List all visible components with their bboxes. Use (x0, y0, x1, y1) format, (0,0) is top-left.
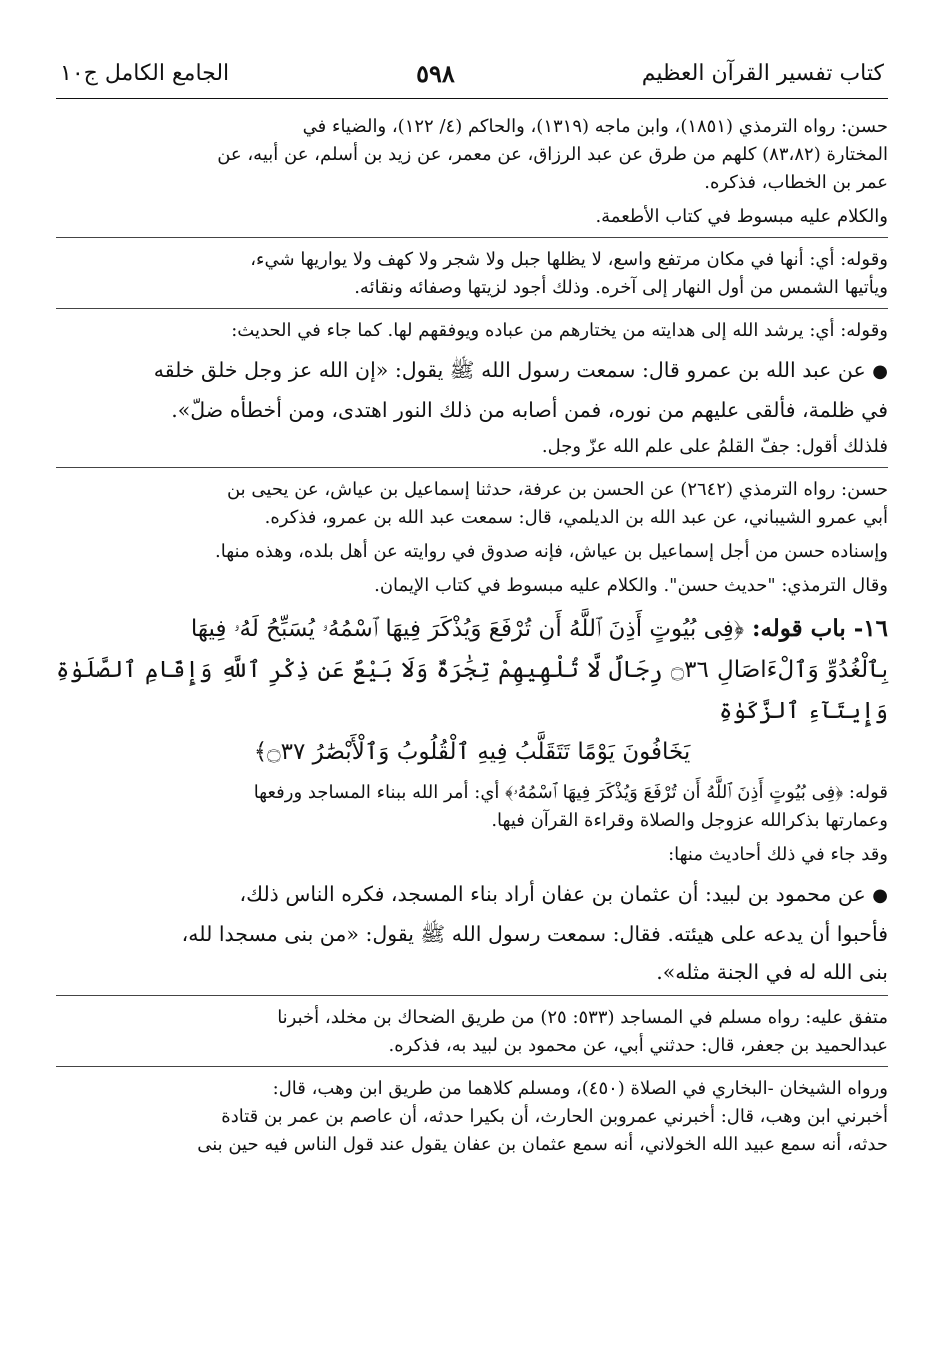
bullet-icon: ● (872, 361, 888, 382)
text-line: وقال الترمذي: "حديث حسن". والكلام عليه مبسوط في كتاب الإيمان. (374, 575, 888, 596)
hadith-text: عن عبد الله بن عمرو قال: سمعت رسول الله ﷺ يقول: «إن الله عز وجل خلق خلقه (153, 358, 866, 382)
text-line: أخبرني ابن وهب، قال: أخبرني عمروبن الحارث، أن بكيرا حدثه، أن عاصم بن عمر بن قتادة (221, 1106, 888, 1127)
quran-verse: ﴿فِى بُيُوتٍ أَذِنَ ٱللَّهُ أَن تُرْفَعَ وَيُذْكَرَ فِيهَا ٱسْمُهُۥ يُسَبِّحُ لَهُۥ فِيهَا (190, 616, 744, 642)
text-line: ويأتيها الشمس من أول النهار إلى آخره. وذلك أجود لزيتها وصفائه ونقائه. (354, 277, 888, 298)
text-line: حدثه، أنه سمع عبيد الله الخولاني، أنه سمع عثمان بن عفان يقول عند قول الناس فيه حين بنى (197, 1134, 888, 1155)
text-line: فأحبوا أن يدعه على هيئته. فقال: سمعت رسول الله ﷺ يقول: «من بنى مسجدا لله، (181, 922, 888, 946)
tafsir-paragraph (56, 841, 888, 869)
takhrij-paragraph (56, 476, 888, 532)
text-line: فلذلك أقول: جفّ القلمُ على علم الله عزّ وجل. (541, 436, 888, 457)
divider (56, 308, 888, 309)
book-title: كتاب تفسير القرآن العظيم (641, 61, 884, 86)
text-line (56, 608, 888, 650)
takhrij-paragraph (56, 113, 888, 197)
text-line: قوله: ﴿فِى بُيُوتٍ أَذِنَ ٱللَّهُ أَن تُرْفَعَ وَيُذْكَرَ فِيهَا ٱسْمُهُۥ﴾ أي: أمر الله ببناء المساجد ورفعها (253, 782, 888, 803)
volume-label: الجامع الكامل ج١٠ (60, 61, 230, 86)
text-line: ورواه الشيخان -البخاري في الصلاة (٤٥٠)، ومسلم كلاهما من طريق ابن وهب، قال: (272, 1078, 888, 1099)
quran-verse: بِٱلْغُدُوِّ وَٱلْءَاصَالِ ۝٣٦ رِجَالٌ لَّا تُلْهِيهِمْ تِجَٰرَةٌ وَلَا بَيْعٌ عَن ذِكْرِ ٱللَّهِ وَإِقَامِ ٱلصَّلَوٰةِ وَإِيتَآءِ ٱلزَّكَوٰةِ (56, 657, 889, 724)
hadith-block (56, 351, 888, 429)
text-line: وعمارتها بذكرالله عزوجل والصلاة وقراءة القرآن فيها. (491, 810, 888, 831)
bullet-icon: ● (872, 885, 888, 906)
divider (56, 237, 888, 238)
hadith-block (56, 875, 888, 991)
running-header (56, 58, 888, 88)
note-paragraph (56, 203, 888, 231)
text-line: في ظلمة، فألقى عليهم من نوره، فمن أصابه من ذلك النور اهتدى، ومن أخطأه ضلّ». (171, 398, 888, 422)
takhrij-paragraph (56, 1004, 888, 1060)
tafsir-paragraph (56, 317, 888, 345)
text-line: وقد جاء في ذلك أحاديث منها: (668, 844, 888, 865)
text-line: متفق عليه: رواه مسلم في المساجد (٥٣٣: ٢٥) من طريق الضحاك بن مخلد، أخبرنا (277, 1007, 888, 1028)
chapter-label: ١٦- باب قوله: (751, 615, 888, 642)
text-line: والكلام عليه مبسوط في كتاب الأطعمة. (595, 206, 888, 227)
text-line: أبي عمرو الشيباني، عن عبد الله بن الديلمي، قال: سمعت عبد الله بن عمرو، فذكره. (264, 507, 888, 528)
text-line (56, 875, 888, 915)
tafsir-paragraph (56, 779, 888, 835)
takhrij-paragraph (56, 1075, 888, 1159)
text-line: عمر بن الخطاب، فذكره. (704, 172, 888, 193)
text-line: وقوله: أي: أنها في مكان مرتفع واسع، لا يظلها جبل ولا شجر ولا كهف ولا يواريها شيء، (250, 249, 888, 270)
divider (56, 995, 888, 996)
text-line: المختارة (٨٣،٨٢) كلهم من طرق عن عبد الرزاق، عن معمر، عن زيد بن أسلم، عن أبيه، عن (217, 144, 888, 165)
divider (56, 1066, 888, 1067)
tafsir-paragraph (56, 246, 888, 302)
chapter-heading (56, 608, 888, 773)
text-line: حسن: رواه الترمذي (٢٦٤٢) عن الحسن بن عرفة، حدثنا إسماعيل بن عياش، عن يحيى بن (226, 479, 888, 500)
header-rule (56, 98, 888, 99)
text-line: حسن: رواه الترمذي (١٨٥١)، وابن ماجه (١٣١٩)، والحاكم (٤/ ١٢٢)، والضياء في (302, 116, 888, 137)
text-line: وإسناده حسن من أجل إسماعيل بن عياش، فإنه صدوق في روايته عن أهل بلده، وهذه منها. (215, 541, 888, 562)
text-line: وقوله: أي: يرشد الله إلى هدايته من يختارهم من عباده ويوفقهم لها. كما جاء في الحديث: (231, 320, 888, 341)
page-body (56, 113, 888, 1159)
text-line: عبدالحميد بن جعفر، قال: حدثني أبي، عن محمود بن لبيد به، فذكره. (388, 1035, 888, 1056)
hadith-text: عن محمود بن لبيد: أن عثمان بن عفان أراد بناء المسجد، فكره الناس ذلك، (239, 882, 866, 906)
note-paragraph (56, 433, 888, 461)
note-paragraph (56, 538, 888, 566)
divider (56, 467, 888, 468)
text-line: بنى الله له في الجنة مثله». (656, 960, 888, 984)
note-paragraph (56, 572, 888, 600)
page-number: ٥٩٨ (416, 59, 455, 88)
text-line (56, 351, 888, 391)
quran-verse: يَخَافُونَ يَوْمًا تَتَقَلَّبُ فِيهِ ٱلْقُلُوبُ وَٱلْأَبْصَٰرُ ۝٣٧﴾ (253, 739, 691, 765)
